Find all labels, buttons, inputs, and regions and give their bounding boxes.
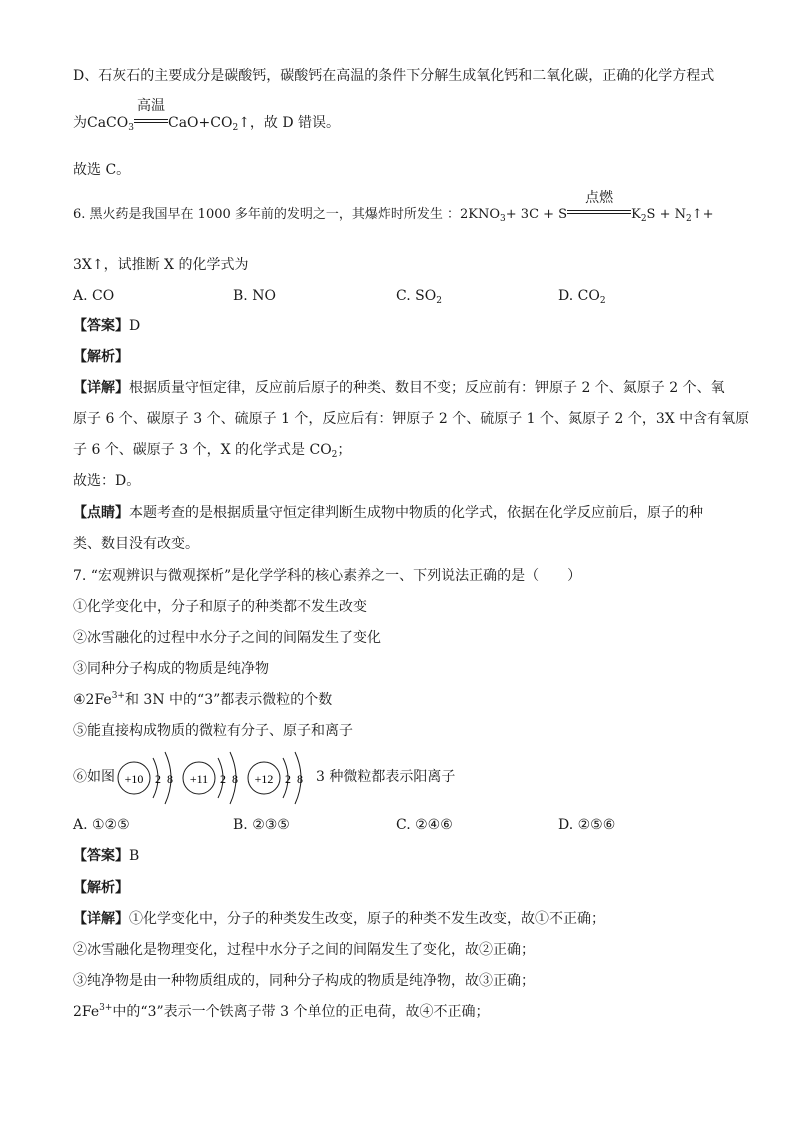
q6-option-d: D. $CO_2$ [558,288,606,306]
atom-diagram-2 [183,752,238,804]
shell-electrons-1b: 8 [167,772,173,786]
atom-structure-diagrams [116,748,336,808]
q7-stem: 7. “宏观辨识与微观探析”是化学学科的核心素养之一、下列说法正确的是（ ） [73,568,582,584]
q7-option-a: A. ①②⑤ [73,817,130,833]
q6-stem-line1: 6. 黑火药是我国早在 1000 多年前的发明之一，其爆炸时所发生 ：$2KNO_3+ 3C + S$ 点燃 $K_2S$ + $N_2↑+$ [73,190,714,224]
q6-choice: 故选：D。 [73,473,141,489]
q7-detail-3: ③纯净物是由一种物质组成的，同种分子构成的物质是纯净物，故③正确； [73,973,535,989]
q7-statement-6: ⑥如图 3 种微粒都表示阳离子 [73,769,456,785]
shell-electrons-2b: 8 [232,772,238,786]
nucleus-charge-1: +10 [124,772,144,786]
q5-choice: 故选 C。 [73,162,131,178]
q6-detail-line2: 原子 6 个、碳原子 3 个、硫原子 1 个，反应后有：钾原子 2 个、硫原子 1 个、氮原子 2 个，3X 中含有氧原 [73,411,750,427]
q7-detail-1: 【详解】①化学变化中，分子的种类发生改变，原子的种类不发生改变，故①不正确； [73,911,605,927]
q6-analysis-heading: 【解析】 [73,349,129,365]
q6-comment-line2: 类、数目没有改变。 [73,536,199,552]
q5-equation-line: 为CaCO$_3$ 高温 $CaO+CO_2↑$，故 D 错误。 [73,98,341,133]
q7-option-d: D. ②⑤⑥ [558,817,616,833]
atom-diagram-1 [118,752,173,804]
shell-electrons-2a: 2 [220,772,226,786]
q7-answer: 【答案】B [73,848,140,864]
shell-electrons-3a: 2 [285,772,291,786]
q6-comment-line1: 【点睛】本题考查的是根据质量守恒定律判断生成物中物质的化学式，依据在化学反应前后，原子的种 [73,505,703,521]
q7-statement-5: ⑤能直接构成物质的微粒有分子、原子和离子 [73,723,353,739]
q7-detail-4: $2Fe^{3+}$中的“3”表示一个铁离子带 3 个单位的正电荷，故④不正确； [73,1003,490,1020]
q6-option-c: C. $SO_2$ [396,288,442,306]
q6-option-a: A. CO [73,288,115,304]
q6-answer: 【答案】D [73,318,141,334]
q6-stem-line2: 3X↑，试推断 X 的化学式为 [73,257,249,273]
q7-option-c: C. ②④⑥ [396,817,453,833]
q7-detail-2: ②冰雪融化是物理变化，过程中水分子之间的间隔发生了变化，故②正确； [73,942,535,958]
q6-detail-line3: 子 6 个、碳原子 3 个，X 的化学式是 $CO_2$； [73,442,352,460]
q6-option-b: B. NO [233,288,276,304]
q6-detail-line1: 【详解】根据质量守恒定律，反应前后原子的种类、数目不变；反应前有：钾原子 2 个、氮原子 2 个、氧 [73,380,725,396]
nucleus-charge-2: +11 [189,772,209,786]
q7-analysis-heading: 【解析】 [73,880,129,896]
shell-electrons-1a: 2 [155,772,161,786]
nucleus-charge-3: +12 [254,772,274,786]
q7-statement-4: $④2Fe^{3+}$和 3N 中的“3”都表示微粒的个数 [73,691,333,708]
shell-electrons-3b: 8 [297,772,303,786]
ignite-condition: 点燃 [567,205,631,225]
q5-option-d-explanation: D、石灰石的主要成分是碳酸钙，碳酸钙在高温的条件下分解生成氧化钙和二氧化碳，正确的化学方程式 [73,68,715,84]
q7-statement-3: ③同种分子构成的物质是纯净物 [73,661,269,677]
reaction-condition: 高温 [134,113,168,133]
q7-statement-2: ②冰雪融化的过程中水分子之间的间隔发生了变化 [73,630,381,646]
q7-option-b: B. ②③⑤ [233,817,290,833]
q7-statement-1: ①化学变化中，分子和原子的种类都不发生改变 [73,599,367,615]
atom-diagram-3 [248,752,303,804]
